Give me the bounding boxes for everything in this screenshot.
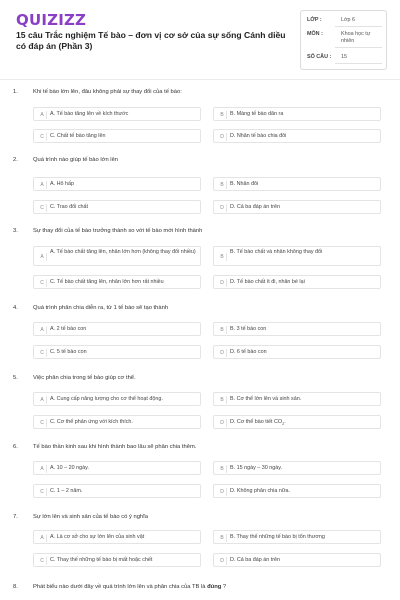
question-number: 4. [13,305,18,311]
option-text: C. Trao đổi chất [50,204,89,210]
worksheet-header [0,0,400,80]
option-letter: B [218,111,227,119]
meta-subject-label: MÔN : [307,31,323,37]
option-a[interactable] [33,461,201,475]
option-b[interactable] [213,461,381,475]
meta-subject-value: Khoa học tự nhiên [341,31,371,44]
option-letter: D [218,133,227,141]
option-text: B. Màng tế bào dãn ra [230,111,284,117]
option-b[interactable] [213,107,381,121]
option-a[interactable] [33,530,201,544]
question-text: Sự lớn lên và sinh sản của tế bào có ý nghĩa [33,514,148,520]
option-text: D. Cả ba đáp án trên [230,204,281,210]
question-number: 2. [13,157,18,163]
worksheet-meta-box [300,10,387,70]
option-text-main: D. Cơ thể bào tiết CO [230,419,283,425]
question-number: 7. [13,514,18,520]
question-number: 5. [13,375,18,381]
option-text: A. Tế bào chất tăng lên, nhân lớn hơn (không thay đổi nhiều) [50,249,196,255]
question-text: Sự thay đổi của tế bào trưởng thành so với tế bào mới hình thành [33,228,203,234]
option-text-end: . [284,419,286,425]
option-letter: A [38,111,47,119]
option-letter: D [218,279,227,287]
option-text: B. Nhân đôi [230,181,259,187]
option-text: A. Hô hấp [50,181,74,187]
meta-class-label: LỚP : [307,17,322,23]
meta-class-value: Lớp 6 [341,17,356,23]
option-letter: C [38,488,47,496]
option-letter: C [38,557,47,565]
meta-divider [335,26,382,27]
question-text: Việc phân chia trong tế bào giúp cơ thể. [33,375,136,381]
option-letter: C [38,133,47,141]
option-text: A. Là cơ sở cho sự lớn lên của sinh vật [50,534,145,540]
option-text: B. Tế bào chất và nhân không thay đổi [230,249,323,255]
option-text: A. Tế bào tăng lên về kích thước [50,111,129,117]
option-letter: A [38,396,47,404]
option-c[interactable] [33,275,201,289]
option-text: B. 3 tế bào con [230,326,267,332]
option-c[interactable] [33,415,201,429]
option-c[interactable] [33,129,201,143]
option-a[interactable] [33,322,201,336]
option-letter: A [38,181,47,189]
question-text: Quá trình nào giúp tế bào lớn lên [33,157,119,163]
option-a[interactable] [33,107,201,121]
question-text: Quá trình phân chia diễn ra, từ 1 tế bào sẽ tạo thành [33,305,169,311]
option-letter: B [218,534,227,542]
option-text: B. Cơ thể lớn lên và sinh sản. [230,396,302,402]
option-letter: D [218,204,227,212]
question-number: 8. [13,584,18,590]
option-letter: C [38,279,47,287]
option-letter: B [218,181,227,189]
option-c[interactable] [33,200,201,214]
option-letter: A [38,465,47,473]
question-text: Tế bào thần kinh sau khi hình thành bao lâu sẽ phân chia thêm. [33,444,197,450]
option-a[interactable] [33,392,201,406]
option-d[interactable] [213,275,381,289]
meta-count-label: SỐ CÂU : [307,54,332,60]
option-d[interactable] [213,200,381,214]
option-d[interactable] [213,415,381,429]
option-a[interactable] [33,246,201,266]
option-letter: A [38,326,47,334]
question-text: Khi tế bào lớn lên, đâu không phải sự thay đổi của tế bào: [33,89,182,95]
question-number: 3. [13,228,18,234]
meta-count-value: 15 [341,54,347,60]
option-text: C. Tế bào chất tăng lên, nhân lớn hơn rất nhiều [50,279,164,285]
option-text: A. 2 tế bào con [50,326,87,332]
option-d[interactable] [213,484,381,498]
option-text: C. 1 – 2 năm. [50,488,83,494]
option-text: B. Thay thế những tế bào bị tổn thương [230,534,325,540]
option-a[interactable] [33,177,201,191]
option-letter: A [38,534,47,542]
subscript-2: 2 [282,422,285,427]
option-b[interactable] [213,322,381,336]
quizizz-logo: QUIZIZZ [16,11,87,29]
question-number: 6. [13,444,18,450]
option-text: A. Cung cấp năng lượng cho cơ thể hoạt động. [50,396,163,402]
option-c[interactable] [33,553,201,567]
option-c[interactable] [33,484,201,498]
option-b[interactable] [213,246,381,266]
meta-divider [335,63,382,64]
option-letter: B [218,465,227,473]
option-text: B. 15 ngày – 30 ngày. [230,465,283,471]
option-d[interactable] [213,345,381,359]
option-d[interactable] [213,129,381,143]
option-b[interactable] [213,530,381,544]
option-text: C. Chất tế bào tăng lên [50,133,106,139]
question-text [33,584,388,590]
question-text-start: Phát biểu nào dưới đây về quá trình lớn lên và phân chia của TB là [33,584,208,590]
meta-divider [335,47,382,48]
option-letter: B [218,396,227,404]
option-text: D. 6 tế bào con [230,349,267,355]
option-text: D. Nhân tế bào chia đôi [230,133,287,139]
option-letter: D [218,419,227,427]
question-text-end: ? [221,584,227,590]
option-text: A. 10 – 20 ngày. [50,465,89,471]
option-text: D. Tế bào chất ít đi, nhân bé lại [230,279,305,285]
option-letter: B [218,253,227,261]
option-letter: D [218,557,227,565]
option-text [230,419,380,428]
option-c[interactable] [33,345,201,359]
option-text: C. Thay thế những tế bào bị mất hoặc chết [50,557,153,563]
option-b[interactable] [213,392,381,406]
option-d[interactable] [213,553,381,567]
option-text: C. 5 tế bào con [50,349,87,355]
option-b[interactable] [213,177,381,191]
option-letter: C [38,204,47,212]
worksheet-title: 15 câu Trắc nghiệm Tế bào – đơn vị cơ sở của sự sống Cánh diều có đáp án (Phần 3) [16,30,286,51]
header-divider [0,79,400,80]
question-text-emphasis: đúng [207,584,222,590]
option-letter: C [38,419,47,427]
option-letter: C [38,349,47,357]
option-letter: D [218,488,227,496]
option-text: C. Cơ thể phản ứng với kích thích. [50,419,133,425]
option-letter: D [218,349,227,357]
option-text: D. Không phân chia nữa. [230,488,290,494]
question-number: 1. [13,89,18,95]
option-text: D. Cả ba đáp án trên [230,557,281,563]
option-letter: B [218,326,227,334]
option-letter: A [38,253,47,261]
